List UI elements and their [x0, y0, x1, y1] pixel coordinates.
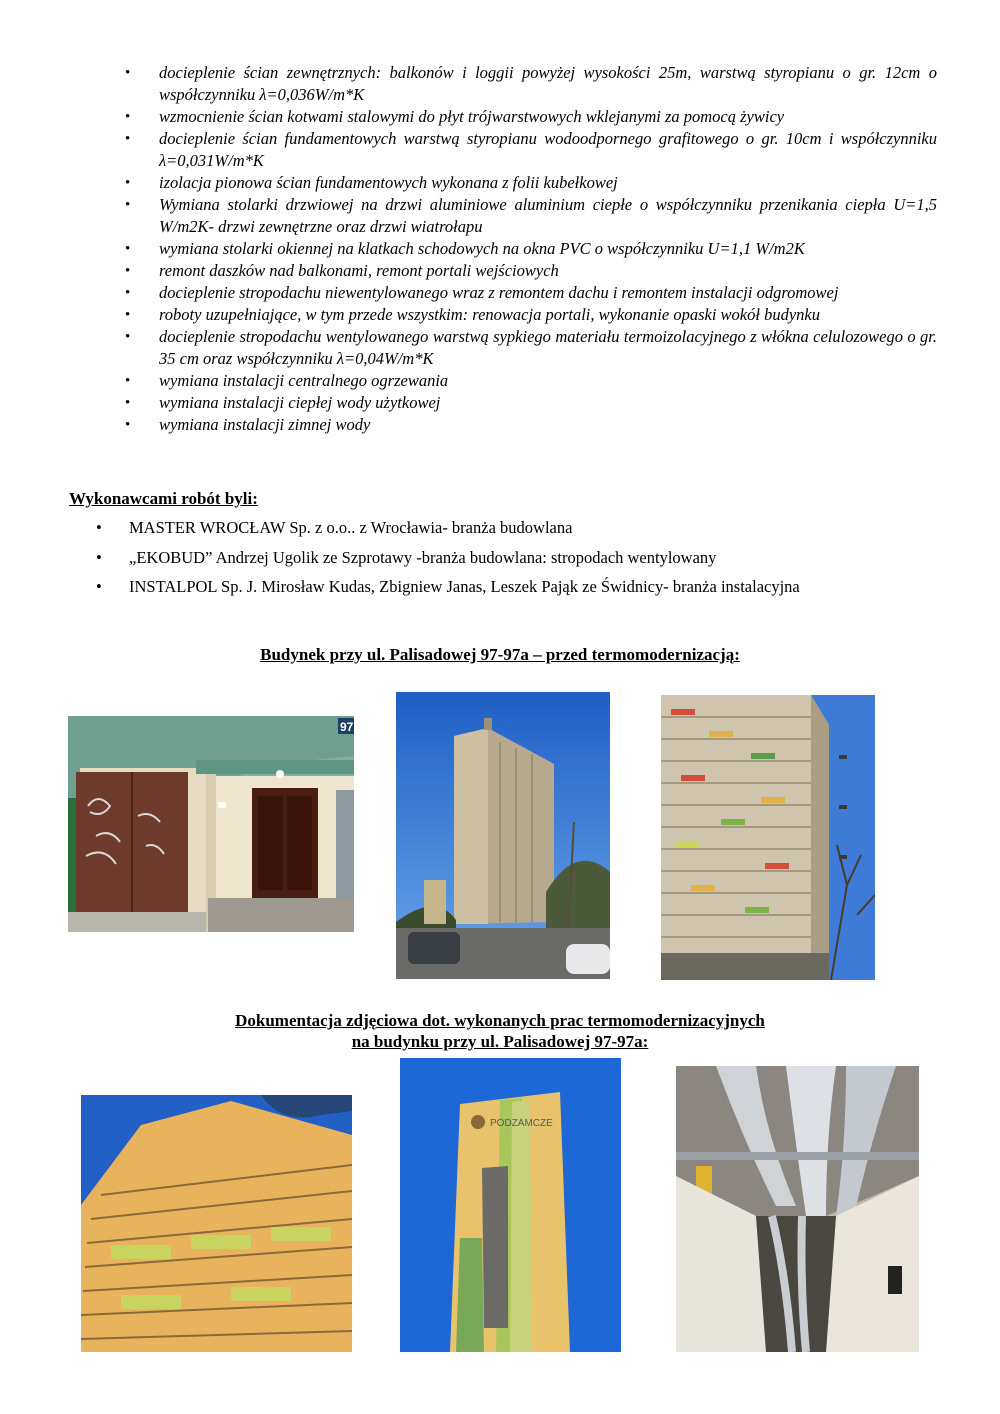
- contractor-item: • „EKOBUD” Andrzej Ugolik ze Szprotawy -branża budowlana: stropodach wentylowany: [96, 548, 956, 568]
- works-item: • wzmocnienie ścian kotwami stalowymi do płyt trójwarstwowych wklejanymi za pomocą żywicy: [125, 106, 937, 128]
- photo-facade-after: [81, 1095, 352, 1352]
- caption-after-line1: Dokumentacja zdjęciowa dot. wykonanych prac termomodernizacyjnych: [235, 1011, 765, 1030]
- contractor-item: • INSTALPOL Sp. J. Mirosław Kudas, Zbigniew Janas, Leszek Pająk ze Świdnicy- branża instalacyjna: [96, 577, 956, 597]
- caption-before: Budynek przy ul. Palisadowej 97-97a – przed termomodernizacją:: [260, 645, 740, 664]
- works-item: • docieplenie stropodachu wentylowanego warstwą sypkiego materiału termoizolacyjnego z włókna celulozowego o gr. 35 cm oraz współczynniku λ=0,04W/m*K: [125, 326, 937, 370]
- works-item: • remont daszków nad balkonami, remont portali wejściowych: [125, 260, 937, 282]
- contractors-list: [96, 518, 956, 607]
- works-list: [125, 62, 937, 436]
- works-item: • docieplenie ścian zewnętrznych: balkonów i loggii powyżej wysokości 25m, warstwą styropianu o gr. 12cm o współczynniku λ=0,036W/m*K: [125, 62, 937, 106]
- works-item: • wymiana instalacji ciepłej wody użytkowej: [125, 392, 937, 414]
- caption-after-line2: na budynku przy ul. Palisadowej 97-97a:: [351, 1032, 649, 1051]
- photo-facade-before: [661, 695, 875, 980]
- works-item: • izolacja pionowa ścian fundamentowych wykonana z folii kubełkowej: [125, 172, 937, 194]
- works-item: • Wymiana stolarki drzwiowej na drzwi aluminiowe aluminium ciepłe o współczynniku przenikania ciepła U=1,5 W/m2K- drzwi zewnętrzne oraz drzwi wiatrołapu: [125, 194, 937, 238]
- photo-entrance: [68, 716, 354, 932]
- works-item: • docieplenie stropodachu niewentylowanego wraz z remontem dachu i remontem instalacji odgromowej: [125, 282, 937, 304]
- contractor-item: • MASTER WROCŁAW Sp. z o.o.. z Wrocławia- branża budowlana: [96, 518, 956, 538]
- works-item: • wymiana stolarki okiennej na klatkach schodowych na okna PVC o współczynniku U=1,1 W/m2K: [125, 238, 937, 260]
- photo-pipes: [676, 1066, 919, 1352]
- contractors-heading: Wykonawcami robót byli:: [69, 489, 258, 508]
- works-item: • docieplenie ścian fundamentowych warstwą styropianu wodoodpornego grafitowego o gr. 10cm i współczynniku λ=0,031W/m*K: [125, 128, 937, 172]
- works-item: • roboty uzupełniające, w tym przede wszystkim: renowacja portali, wykonanie opaski wokół budynku: [125, 304, 937, 326]
- mural-text: PODZAMCZE: [490, 1118, 553, 1129]
- works-item: • wymiana instalacji centralnego ogrzewania: [125, 370, 937, 392]
- works-item: • wymiana instalacji zimnej wody: [125, 414, 937, 436]
- photo-mural-after: [400, 1058, 621, 1352]
- house-number-sign: 97: [340, 720, 354, 734]
- photo-building-before: [396, 692, 610, 979]
